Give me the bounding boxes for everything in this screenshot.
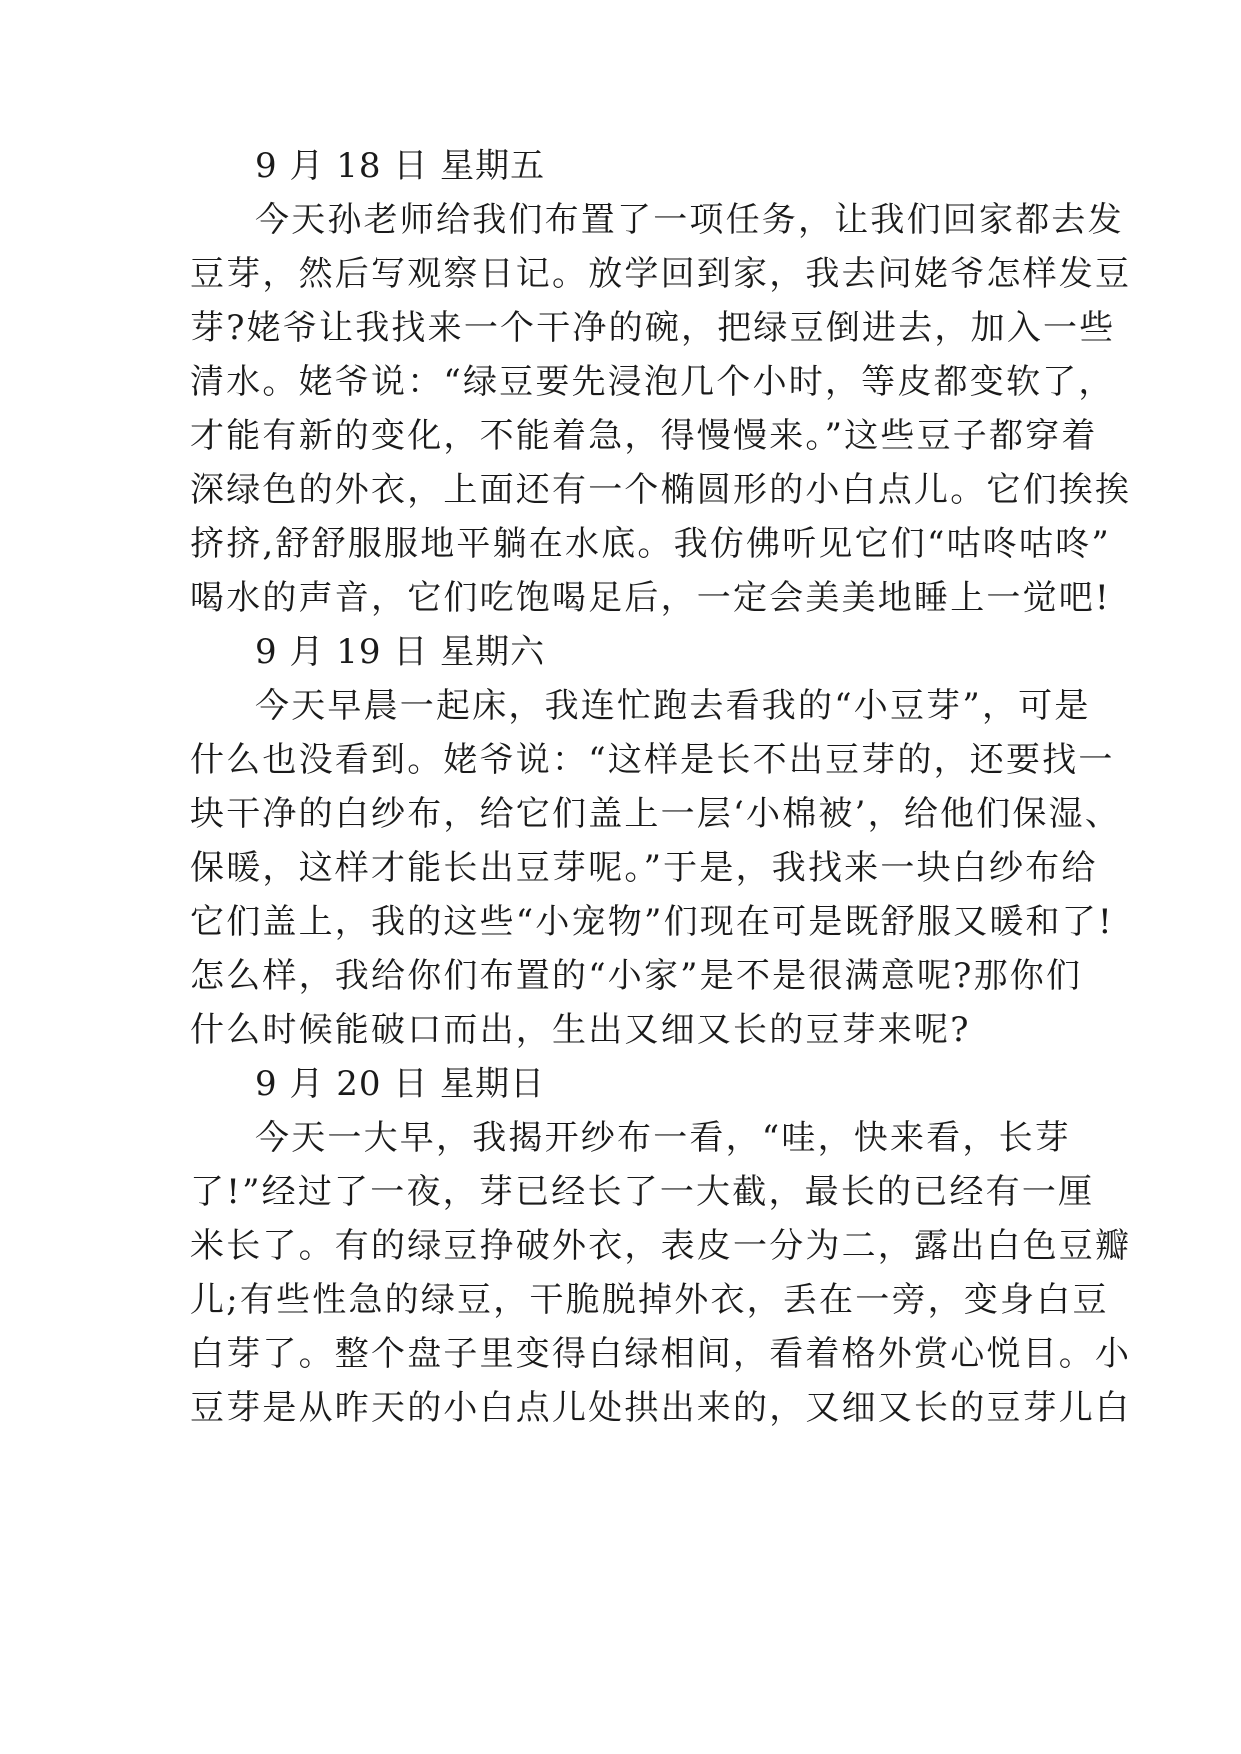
paragraph-line: 白芽了。整个盘子里变得白绿相间，看着格外赏心悦目。小 <box>190 1334 1132 1374</box>
paragraph-line: 清水。姥爷说：“绿豆要先浸泡几个小时，等皮都变软了， <box>190 362 1115 402</box>
paragraph-line: 它们盖上，我的这些“小宠物”们现在可是既舒服又暖和了! <box>190 902 1114 942</box>
paragraph-line: 今天早晨一起床，我连忙跑去看我的“小豆芽”，可是 <box>255 686 1091 726</box>
paragraph-line: 什么时候能破口而出，生出又细又长的豆芽来呢? <box>190 1010 971 1050</box>
entry-date: 9 月 19 日 星期六 <box>255 632 546 672</box>
entry-date: 9 月 20 日 星期日 <box>255 1064 546 1104</box>
paragraph-line: 豆芽是从昨天的小白点儿处拱出来的，又细又长的豆芽儿白 <box>190 1388 1132 1428</box>
paragraph-line: 什么也没看到。姥爷说：“这样是长不出豆芽的，还要找一 <box>190 740 1115 780</box>
paragraph-line: 米长了。有的绿豆挣破外衣，表皮一分为二，露出白色豆瓣 <box>190 1226 1132 1266</box>
paragraph-line: 才能有新的变化，不能着急，得慢慢来。”这些豆子都穿着 <box>190 416 1098 456</box>
paragraph-line: 芽?姥爷让我找来一个干净的碗，把绿豆倒进去，加入一些 <box>190 308 1116 348</box>
paragraph-line: 挤挤,舒舒服服地平躺在水底。我仿佛听见它们“咕咚咕咚” <box>190 524 1111 564</box>
paragraph-line: 今天一大早，我揭开纱布一看，“哇，快来看，长芽 <box>255 1118 1071 1158</box>
paragraph-line: 豆芽，然后写观察日记。放学回到家，我去问姥爷怎样发豆 <box>190 254 1132 294</box>
paragraph-line: 了!”经过了一夜，芽已经长了一大截，最长的已经有一厘 <box>190 1172 1095 1212</box>
paragraph-line: 块干净的白纱布，给它们盖上一层‘小棉被’，给他们保湿、 <box>190 794 1122 834</box>
paragraph-line: 保暖，这样才能长出豆芽呢。”于是，我找来一块白纱布给 <box>190 848 1098 888</box>
paragraph-line: 今天孙老师给我们布置了一项任务，让我们回家都去发 <box>255 200 1124 240</box>
paragraph-line: 儿;有些性急的绿豆，干脆脱掉外衣，丢在一旁，变身白豆 <box>190 1280 1109 1320</box>
paragraph-line: 怎么样，我给你们布置的“小家”是不是很满意呢?那你们 <box>190 956 1083 996</box>
paragraph-line: 深绿色的外衣，上面还有一个椭圆形的小白点儿。它们挨挨 <box>190 470 1132 510</box>
entry-date: 9 月 18 日 星期五 <box>255 146 546 186</box>
paragraph-line: 喝水的声音，它们吃饱喝足后，一定会美美地睡上一觉吧! <box>190 578 1111 618</box>
